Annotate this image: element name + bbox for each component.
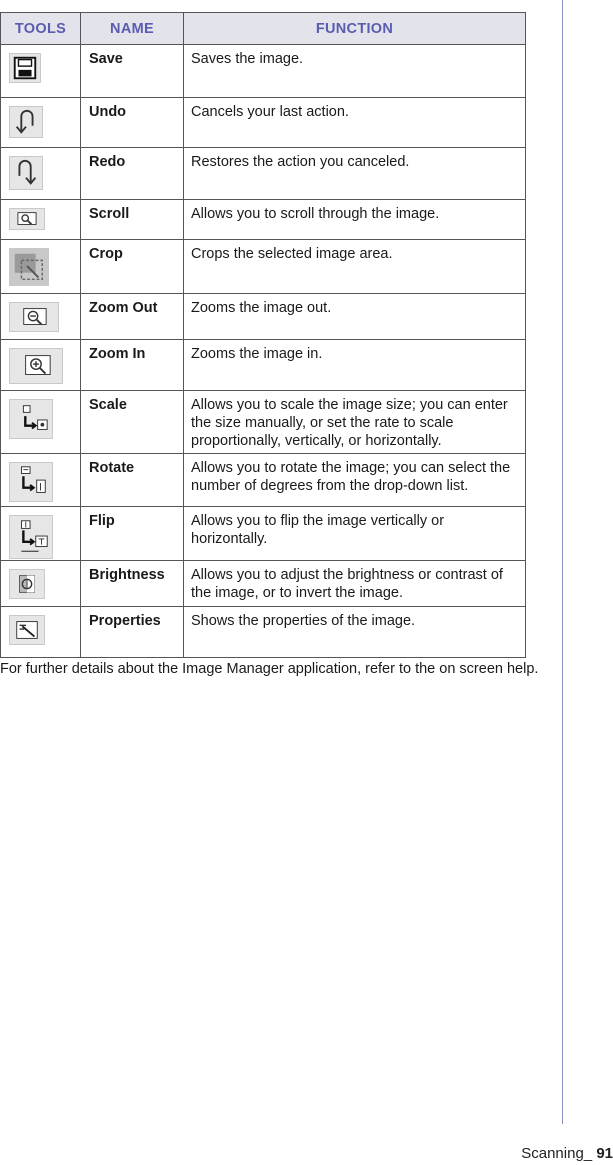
tool-name: Undo bbox=[81, 98, 184, 148]
tool-function: Zooms the image in. bbox=[184, 340, 526, 391]
table-row bbox=[1, 340, 526, 391]
page-number: 91 bbox=[596, 1145, 613, 1162]
tool-icon-cell bbox=[1, 45, 81, 98]
margin-rule bbox=[562, 0, 563, 1124]
zoom-in-icon bbox=[9, 348, 63, 384]
tool-function: Allows you to rotate the image; you can select the number of degrees from the drop-down list. bbox=[184, 454, 526, 507]
tool-icon-cell bbox=[1, 240, 81, 294]
tool-icon-cell bbox=[1, 454, 81, 507]
tool-name: Scroll bbox=[81, 200, 184, 240]
table-row bbox=[1, 200, 526, 240]
tool-name: Flip bbox=[81, 507, 184, 561]
table-row bbox=[1, 561, 526, 607]
tool-function: Zooms the image out. bbox=[184, 294, 526, 340]
tool-name: Properties bbox=[81, 607, 184, 658]
table-row bbox=[1, 240, 526, 294]
tool-name: Rotate bbox=[81, 454, 184, 507]
tool-icon-cell bbox=[1, 340, 81, 391]
tool-function: Restores the action you canceled. bbox=[184, 148, 526, 200]
rotate-icon bbox=[9, 462, 53, 502]
section-label: Scanning_ bbox=[521, 1145, 593, 1162]
header-function: FUNCTION bbox=[184, 13, 526, 45]
tool-icon-cell bbox=[1, 294, 81, 340]
tool-name: Scale bbox=[81, 391, 184, 454]
undo-icon bbox=[9, 106, 43, 138]
tool-icon-cell bbox=[1, 391, 81, 454]
scale-icon bbox=[9, 399, 53, 439]
page-footer bbox=[521, 1145, 613, 1162]
table-row bbox=[1, 294, 526, 340]
tool-name: Brightness bbox=[81, 561, 184, 607]
tool-icon-cell bbox=[1, 200, 81, 240]
brightness-icon bbox=[9, 569, 45, 599]
flip-icon bbox=[9, 515, 53, 559]
tool-name: Zoom Out bbox=[81, 294, 184, 340]
tool-name: Redo bbox=[81, 148, 184, 200]
tool-icon-cell bbox=[1, 148, 81, 200]
tool-icon-cell bbox=[1, 507, 81, 561]
table-row bbox=[1, 148, 526, 200]
tool-function: Saves the image. bbox=[184, 45, 526, 98]
tools-table bbox=[0, 12, 526, 658]
properties-icon bbox=[9, 615, 45, 645]
tool-function: Crops the selected image area. bbox=[184, 240, 526, 294]
table-row bbox=[1, 507, 526, 561]
save-icon bbox=[9, 53, 41, 83]
tool-function: Allows you to scale the image size; you can enter the size manually, or set the rate to scale proportionally, vertically, or horizontally. bbox=[184, 391, 526, 454]
tool-name: Save bbox=[81, 45, 184, 98]
tool-icon-cell bbox=[1, 98, 81, 148]
tool-function: Allows you to flip the image vertically or horizontally. bbox=[184, 507, 526, 561]
tool-name: Crop bbox=[81, 240, 184, 294]
zoom-out-icon bbox=[9, 302, 59, 332]
tool-function: Allows you to scroll through the image. bbox=[184, 200, 526, 240]
table-row bbox=[1, 454, 526, 507]
tool-icon-cell bbox=[1, 607, 81, 658]
table-row bbox=[1, 98, 526, 148]
redo-icon bbox=[9, 156, 43, 190]
tool-name: Zoom In bbox=[81, 340, 184, 391]
tool-function: Allows you to adjust the brightness or contrast of the image, or to invert the image. bbox=[184, 561, 526, 607]
table-header-row bbox=[1, 13, 526, 45]
footer-note: For further details about the Image Manager application, refer to the on screen help. bbox=[0, 661, 539, 677]
table-row bbox=[1, 607, 526, 658]
header-tools: TOOLS bbox=[1, 13, 81, 45]
tool-icon-cell bbox=[1, 561, 81, 607]
table-row bbox=[1, 45, 526, 98]
crop-icon bbox=[9, 248, 49, 286]
scroll-icon bbox=[9, 208, 45, 230]
tool-function: Cancels your last action. bbox=[184, 98, 526, 148]
header-name: NAME bbox=[81, 13, 184, 45]
table-row bbox=[1, 391, 526, 454]
tool-function: Shows the properties of the image. bbox=[184, 607, 526, 658]
